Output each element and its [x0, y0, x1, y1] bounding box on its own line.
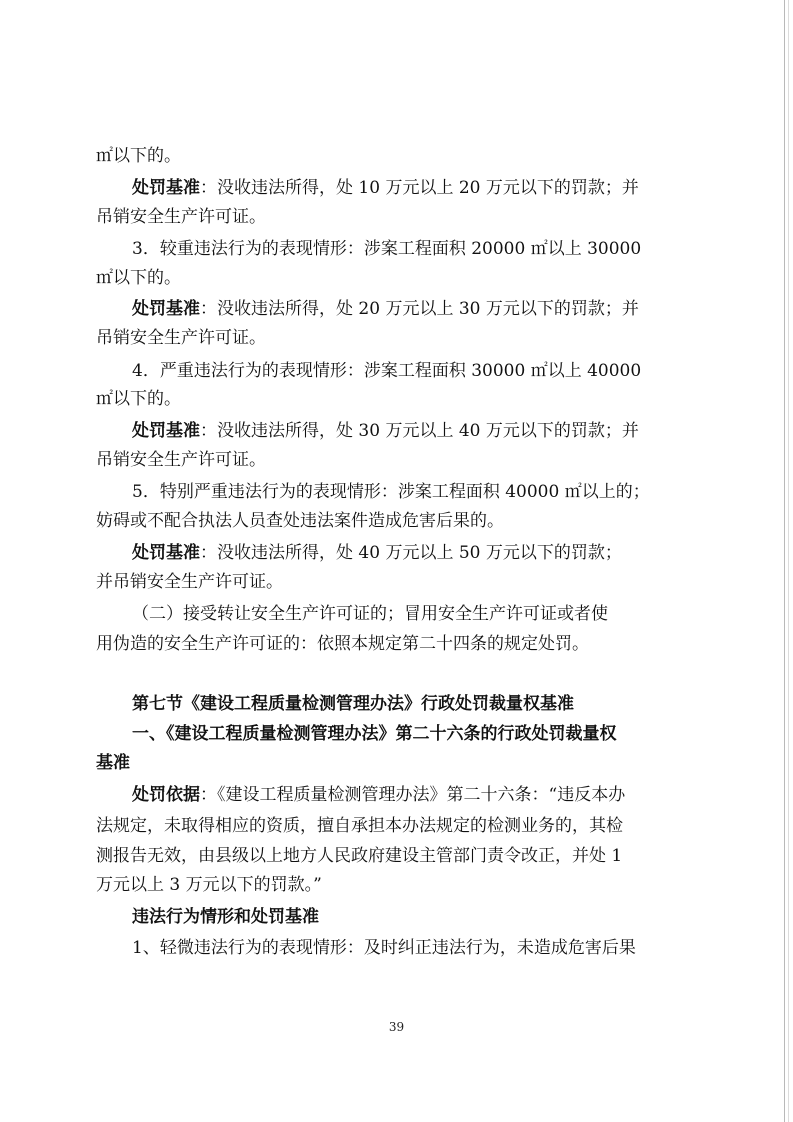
penalty-standard-label: 处罚基准 — [132, 421, 200, 441]
paragraph-line: 3．较重违法行为的表现情形：涉案工程面积 20000 ㎡以上 30000 — [132, 239, 642, 259]
paragraph-line: （二）接受转让安全生产许可证的；冒用安全生产许可证或者使 — [132, 604, 608, 624]
paragraph-line: 4．严重违法行为的表现情形：涉案工程面积 30000 ㎡以上 40000 — [132, 361, 642, 381]
penalty-basis-text: ：《建设工程质量检测管理办法》第二十六条：“违反本办 — [200, 785, 626, 805]
penalty-standard-line — [132, 420, 696, 442]
paragraph-line: 1、轻微违法行为的表现情形：及时纠正违法行为，未造成危害后果 — [132, 938, 636, 958]
penalty-basis-label: 处罚依据 — [132, 785, 200, 805]
penalty-standard-text: ：没收违法所得，处 40 万元以上 50 万元以下的罚款； — [200, 543, 622, 563]
scan-edge-line — [784, 0, 785, 1122]
scan-edge-line-faint — [788, 0, 789, 1122]
paragraph-line: 吊销安全生产许可证。 — [96, 450, 266, 470]
subsection-heading-continued: 基准 — [96, 753, 130, 773]
penalty-standard-label: 处罚基准 — [132, 543, 200, 563]
section-heading: 第七节《建设工程质量检测管理办法》行政处罚裁量权基准 — [132, 694, 574, 714]
paragraph-line: ㎡以下的。 — [96, 146, 181, 166]
paragraph-line: 测报告无效，由县级以上地方人民政府建设主管部门责令改正，并处 1 — [96, 846, 623, 866]
paragraph-line: 法规定，未取得相应的资质，擅自承担本办法规定的检测业务的，其检 — [96, 816, 623, 836]
paragraph-line: ㎡以下的。 — [96, 268, 181, 288]
penalty-standard-line — [132, 542, 696, 564]
paragraph-line: 5．特别严重违法行为的表现情形：涉案工程面积 40000 ㎡以上的； — [132, 482, 650, 502]
penalty-standard-text: ：没收违法所得，处 20 万元以上 30 万元以下的罚款；并 — [200, 299, 639, 319]
subheading: 违法行为情形和处罚基准 — [132, 907, 319, 927]
subsection-heading: 一、《建设工程质量检测管理办法》第二十六条的行政处罚裁量权 — [132, 724, 617, 744]
paragraph-line: 吊销安全生产许可证。 — [96, 207, 266, 227]
paragraph-line: 吊销安全生产许可证。 — [96, 328, 266, 348]
paragraph-line: 并吊销安全生产许可证。 — [96, 572, 283, 592]
penalty-basis-line — [132, 784, 696, 806]
paragraph-line: 妨碍或不配合执法人员查处违法案件造成危害后果的。 — [96, 511, 504, 531]
penalty-standard-text: ：没收违法所得，处 30 万元以上 40 万元以下的罚款；并 — [200, 421, 639, 441]
penalty-standard-label: 处罚基准 — [132, 299, 200, 319]
penalty-standard-label: 处罚基准 — [132, 178, 200, 198]
paragraph-line: 用伪造的安全生产许可证的：依照本规定第二十四条的规定处罚。 — [96, 634, 589, 654]
penalty-standard-line — [132, 298, 696, 320]
penalty-standard-line — [132, 177, 696, 199]
page-number: 39 — [388, 1020, 405, 1034]
penalty-standard-text: ：没收违法所得，处 10 万元以上 20 万元以下的罚款；并 — [200, 178, 639, 198]
paragraph-line: ㎡以下的。 — [96, 389, 181, 409]
paragraph-line: 万元以上 3 万元以下的罚款。” — [96, 875, 322, 895]
